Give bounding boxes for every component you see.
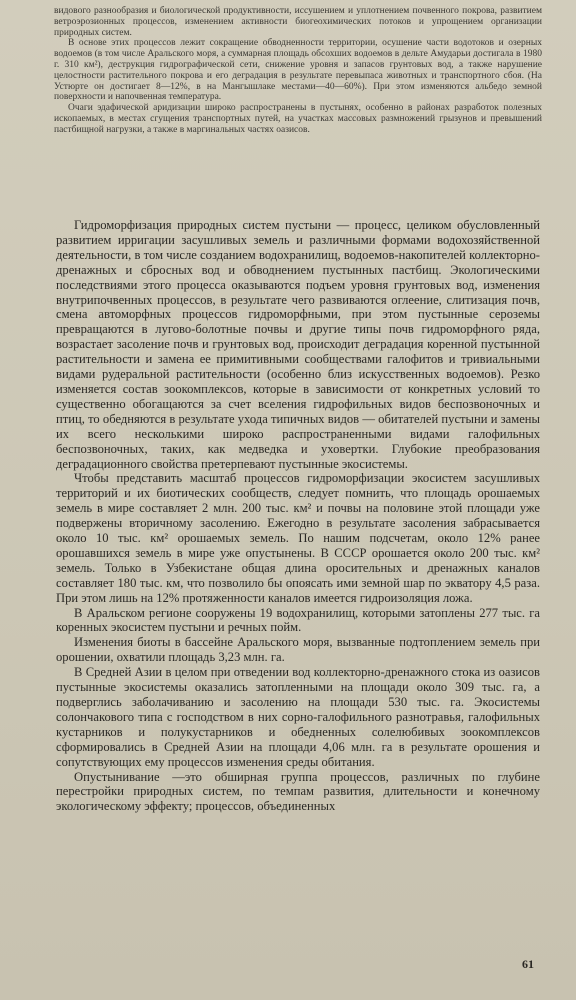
small-print-section xyxy=(54,6,542,136)
body-paragraph: В Средней Азии в целом при отведении вод коллекторно-дренажного стока из оазисов пустынные экосистемы оказались затопленными на площади около 309 тыс. га, а подверглись заболачиванию и засолению на площади 530 тыс. га. Экосистемы солончакового типа с господством в них сорно-галофильного разнотравья, галофильных кустарников и полукустарников и обедненных солелюбивых зоокомплексов сформировались в Средней Азии на площади 4,06 млн. га в результате орошения и сопутствующих ему процессов изменения среды обитания. xyxy=(56,665,540,769)
small-paragraph: В основе этих процессов лежит сокращение обводненности территории, осушение части водотоков и озерных водоемов (в том числе Аральского моря, а суммарная площадь обсохших водоемов в дельте Амударьи достигала в 1980 г. 310 км²), деструкция гидрографической сети, снижение уровня и запасов грунтовых вод, а также нарушение целостности растительного покрова и его деградация в результате перевыпаса животных и транспортного сбоя. (На Устюрте он достигает 8—12%, в на Мангышлаке местами—40—60%). При этом изменяются альбедо земной поверхности и напочвенная температура. xyxy=(54,38,542,103)
body-paragraph: Опустынивание —это обширная группа процессов, различных по глубине перестройки природных систем, по темпам развития, длительности и конечному экологическому эффекту; процессов, объединенных xyxy=(56,769,540,814)
small-paragraph: видового разнообразия и биологической продуктивности, иссушением и уплотнением почвенного покрова, развитием ветроэрозионных процессов, изменением активности биогеохимических потоков и упрощением организации природных систем. xyxy=(54,6,542,38)
page-number: 61 xyxy=(522,957,534,971)
main-text-section xyxy=(56,218,540,814)
body-paragraph: Чтобы представить масштаб процессов гидроморфизации экосистем засушливых территорий и их биотических сообществ, следует помнить, что площадь орошаемых земель в мире составляет 2 млн. 200 тыс. км² и почвы на половине этой площади уже подвержены вторичному засолению. Ежегодно в результате засоления забрасывается около 10 тыс. км² орошаемых земель. По нашим подсчетам, около 12% ранее орошавшихся земель в мире уже опустынены. В СССР орошается около 200 тыс. км² земель. Только в Узбекистане общая длина оросительных и дренажных каналов составляет 180 тыс. км, что позволило бы опоясать ими земной шар по экватору 4,5 раза. При этом лишь на 12% протяженности каналов имеется гидроизоляция ложа. xyxy=(56,471,540,605)
body-paragraph: Гидроморфизация природных систем пустыни — процесс, целиком обусловленный развитием ирригации засушливых земель и различными формами водохозяйственной деятельности, в том числе созданием водохранилищ, водоемов-накопителей коллекторно-дренажных и сбросных вод и обводнением пустынных пастбищ. Экологическими последствиями этого процесса оказываются подъем уровня грунтовых вод, изменения внутрипочвенных процессов, в результате чего развиваются оглеение, слитизация почв, смена автоморфных процессов гидроморфными, при этом пустынные сероземы превращаются в лугово-болотные почвы и другие типы почв гидроморфного ряда, возрастает засоление почв и грунтовых вод, происходит деградация коренной пустынной растительности и замена ее примитивными сообществами галофитов и тривиальными видами рудеральной растительности (особенно близ искусственных водоемов). Резко изменяется состав зоокомплексов, которые в зависимости от конкретных условий то существенно обогащаются за счет вселения гидрофильных видов беспозвоночных и птиц, то обедняются в результате ухода типичных видов — обитателей пустыни и замены их всего несколькими широко распространенными видами галофильных беспозвоночных, таких, как медведка и уховертки. Глубокие преобразования деградационного свойства претерпевают пустынные экосистемы. xyxy=(56,218,540,471)
small-paragraph: Очаги эдафической аридизации широко распространены в пустынях, особенно в районах разработок полезных ископаемых, в местах сгущения транспортных путей, на участках массовых размножений грызунов и превышений пастбищной нагрузки, а также в маргинальных частях оазисов. xyxy=(54,103,542,135)
body-paragraph: Изменения биоты в бассейне Аральского моря, вызванные подтоплением земель при орошении, охватили площадь 3,23 млн. га. xyxy=(56,635,540,665)
body-paragraph: В Аральском регионе сооружены 19 водохранилищ, которыми затоплены 277 тыс. га коренных экосистем пустыни и речных пойм. xyxy=(56,605,540,635)
